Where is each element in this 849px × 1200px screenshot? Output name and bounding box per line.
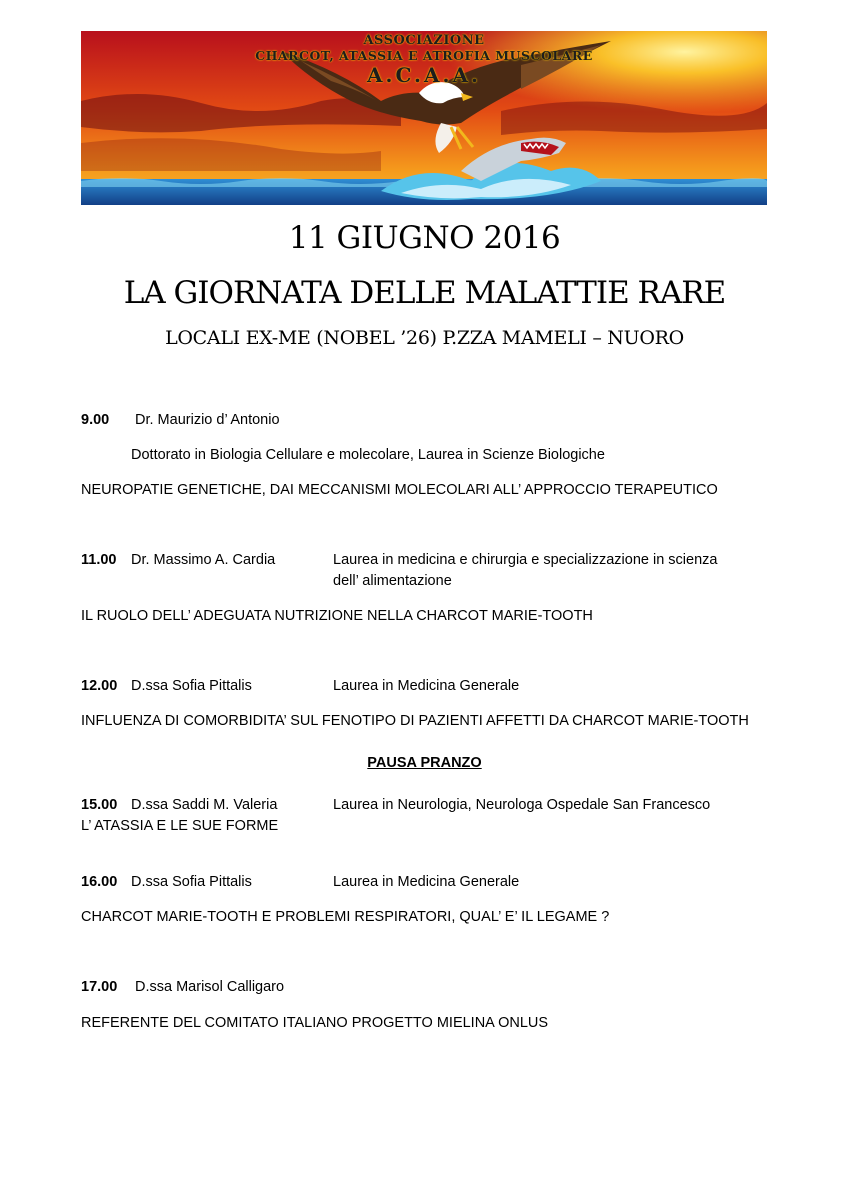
lunch-break-label: PAUSA PRANZO xyxy=(367,755,482,771)
banner-acronym: A.C.A.A. xyxy=(367,63,481,87)
banner-association-name: CHARCOT, ATASSIA E ATROFIA MUSCOLARE xyxy=(255,48,593,63)
session-time: 17.00 xyxy=(81,979,118,995)
session-time: 12.00 xyxy=(81,678,118,694)
session-topic: REFERENTE DEL COMITATO ITALIANO PROGETTO MIELINA ONLUS xyxy=(81,1015,549,1031)
session-time: 11.00 xyxy=(81,552,117,568)
session-speaker: D.ssa Saddi M. Valeria xyxy=(131,797,278,813)
session-credentials: Laurea in Medicina Generale xyxy=(333,874,520,890)
session-speaker: D.ssa Sofia Pittalis xyxy=(131,874,252,890)
session-credentials: Laurea in medicina e chirurgia e specializzazione in scienza xyxy=(333,552,718,568)
session-time: 15.00 xyxy=(81,797,118,813)
session-topic: NEUROPATIE GENETICHE, DAI MECCANISMI MOLECOLARI ALL’ APPROCCIO TERAPEUTICO xyxy=(81,482,718,498)
session-credentials: Laurea in Medicina Generale xyxy=(333,678,520,694)
session-speaker: D.ssa Marisol Calligaro xyxy=(135,979,285,995)
session-topic: L’ ATASSIA E LE SUE FORME xyxy=(81,818,279,834)
session-topic: IL RUOLO DELL’ ADEGUATA NUTRIZIONE NELLA CHARCOT MARIE-TOOTH xyxy=(81,608,593,624)
session-topic: INFLUENZA DI COMORBIDITA’ SUL FENOTIPO DI PAZIENTI AFFETTI DA CHARCOT MARIE-TOOTH xyxy=(81,713,749,729)
session-credentials: Laurea in Neurologia, Neurologa Ospedale San Francesco xyxy=(333,797,711,813)
session-time: 9.00 xyxy=(81,412,110,428)
event-title: LA GIORNATA DELLE MALATTIE RARE xyxy=(123,275,726,311)
session-speaker: Dr. Massimo A. Cardia xyxy=(131,552,276,568)
session-topic: CHARCOT MARIE-TOOTH E PROBLEMI RESPIRATORI, QUAL’ E’ IL LEGAME ? xyxy=(81,909,610,925)
event-location: LOCALI EX-ME (NOBEL ’26) P.ZZA MAMELI – NUORO xyxy=(165,327,684,349)
session-credentials: Dottorato in Biologia Cellulare e molecolare, Laurea in Scienze Biologiche xyxy=(131,447,605,463)
event-date: 11 GIUGNO 2016 xyxy=(288,220,561,256)
association-banner xyxy=(81,31,767,205)
session-speaker: Dr. Maurizio d’ Antonio xyxy=(135,412,280,428)
session-speaker: D.ssa Sofia Pittalis xyxy=(131,678,252,694)
banner-association-label: ASSOCIAZIONE xyxy=(363,33,485,48)
session-time: 16.00 xyxy=(81,874,118,890)
session-credentials-continued: dell’ alimentazione xyxy=(333,573,452,589)
